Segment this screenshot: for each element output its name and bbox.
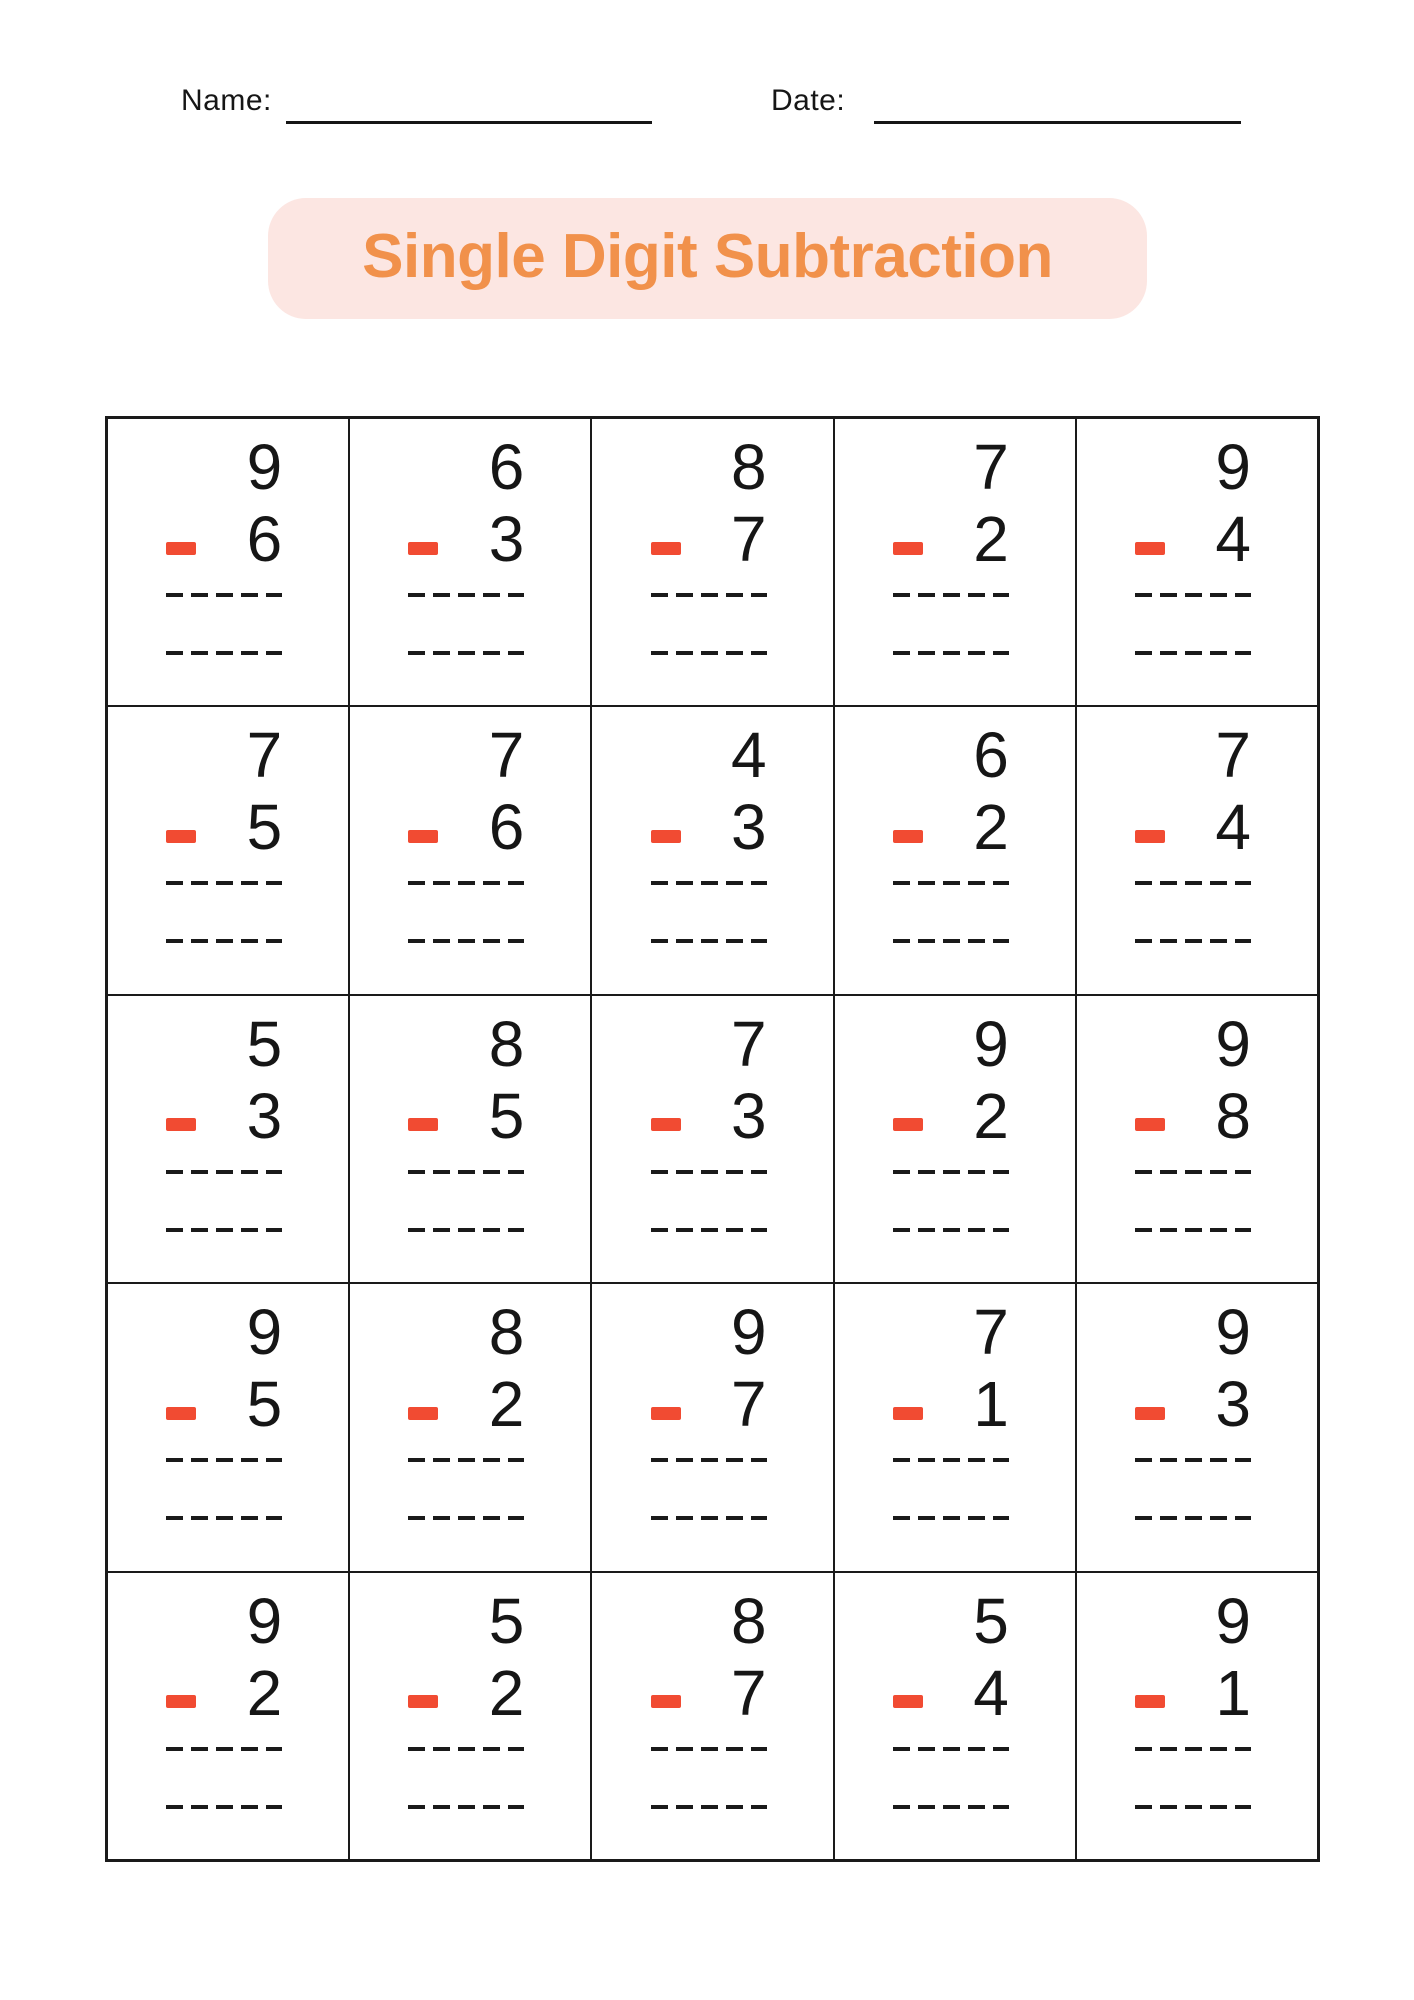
problem-cell (350, 419, 590, 705)
subtraction-problem (408, 1008, 524, 1232)
answer-line-1[interactable] (166, 1747, 282, 1751)
problem-cell (108, 419, 348, 705)
minuend: 9 (246, 1584, 283, 1657)
subtrahend: 7 (731, 1368, 767, 1441)
subtrahend: 2 (973, 791, 1009, 864)
subtraction-problem (166, 1585, 282, 1809)
subtrahend-row (408, 1368, 524, 1440)
answer-line-2[interactable] (893, 1228, 1009, 1232)
subtrahend-row (408, 791, 524, 863)
answer-line-2[interactable] (166, 939, 282, 943)
subtrahend-row (408, 503, 524, 575)
problem-cell (1077, 1284, 1317, 1570)
subtraction-problem (1135, 1008, 1251, 1232)
subtraction-problem (651, 1296, 767, 1520)
subtrahend-row (893, 1657, 1009, 1729)
subtrahend-row (1135, 1368, 1251, 1440)
minus-icon (651, 1407, 681, 1420)
subtrahend: 2 (973, 1079, 1009, 1152)
problem-cell (592, 1284, 832, 1570)
subtrahend: 4 (1215, 791, 1251, 864)
answer-line-2[interactable] (408, 1516, 524, 1520)
subtrahend-row (166, 1657, 282, 1729)
problem-cell (592, 996, 832, 1282)
problem-cell (1077, 996, 1317, 1282)
minuend: 9 (731, 1296, 767, 1369)
answer-line-2[interactable] (1135, 1228, 1251, 1232)
minuend: 7 (731, 1007, 767, 1080)
answer-line-1[interactable] (1135, 1170, 1251, 1174)
subtrahend: 2 (973, 503, 1009, 575)
subtraction-problem (893, 1008, 1009, 1232)
subtrahend-row (651, 1080, 767, 1152)
minus-icon (651, 1695, 681, 1708)
subtraction-problem (166, 1296, 282, 1520)
subtrahend: 3 (246, 1079, 283, 1152)
minus-icon (166, 542, 196, 555)
minus-icon (166, 830, 196, 843)
answer-line-2[interactable] (893, 1516, 1009, 1520)
problem-cell (350, 1573, 590, 1859)
answer-line-2[interactable] (1135, 1805, 1251, 1809)
subtrahend: 1 (1215, 1656, 1251, 1729)
subtrahend-row (408, 1657, 524, 1729)
answer-line-2[interactable] (1135, 939, 1251, 943)
subtrahend-row (1135, 1080, 1251, 1152)
subtraction-problem (651, 431, 767, 655)
problem-cell (1077, 707, 1317, 993)
subtraction-problem (651, 1585, 767, 1809)
minus-icon (893, 1118, 923, 1131)
answer-line-1[interactable] (893, 1170, 1009, 1174)
problem-cell (835, 707, 1075, 993)
subtrahend-row (651, 1657, 767, 1729)
subtraction-problem (1135, 719, 1251, 943)
subtrahend: 3 (1215, 1368, 1251, 1441)
minuend: 6 (973, 719, 1009, 792)
minuend: 7 (973, 431, 1009, 503)
problem-cell (350, 996, 590, 1282)
answer-line-2[interactable] (1135, 1516, 1251, 1520)
answer-line-1[interactable] (893, 881, 1009, 885)
minuend: 9 (1215, 1296, 1251, 1369)
subtraction-problem (1135, 1585, 1251, 1809)
answer-line-2[interactable] (651, 1516, 767, 1520)
problem-cell (835, 996, 1075, 1282)
subtrahend: 5 (246, 791, 283, 864)
answer-line-2[interactable] (166, 651, 282, 655)
subtraction-problem (408, 1585, 524, 1809)
minuend: 8 (731, 1584, 767, 1657)
answer-line-2[interactable] (651, 939, 767, 943)
subtraction-problem (1135, 431, 1251, 655)
subtraction-problem (408, 431, 524, 655)
answer-line-1[interactable] (1135, 881, 1251, 885)
subtrahend-row (166, 1080, 282, 1152)
answer-line-1[interactable] (166, 1458, 282, 1462)
answer-line-1[interactable] (651, 1170, 767, 1174)
subtrahend-row (893, 791, 1009, 863)
answer-line-1[interactable] (651, 1458, 767, 1462)
problem-cell (835, 419, 1075, 705)
answer-line-1[interactable] (1135, 593, 1251, 597)
minuend: 7 (246, 719, 283, 792)
minuend: 9 (1215, 1007, 1251, 1080)
answer-line-1[interactable] (651, 593, 767, 597)
answer-line-1[interactable] (166, 593, 282, 597)
date-input-line[interactable] (874, 121, 1241, 124)
answer-line-1[interactable] (408, 593, 524, 597)
subtraction-problem (651, 1008, 767, 1232)
subtrahend: 3 (731, 791, 767, 864)
name-input-line[interactable] (286, 121, 652, 124)
answer-line-2[interactable] (408, 939, 524, 943)
subtrahend: 3 (731, 1079, 767, 1152)
answer-line-1[interactable] (893, 1458, 1009, 1462)
problem-cell (108, 1573, 348, 1859)
subtrahend: 5 (246, 1368, 283, 1441)
answer-line-1[interactable] (1135, 1458, 1251, 1462)
answer-line-2[interactable] (893, 939, 1009, 943)
problem-cell (835, 1573, 1075, 1859)
minus-icon (166, 1695, 196, 1708)
answer-line-2[interactable] (893, 651, 1009, 655)
title-banner (268, 198, 1147, 319)
subtrahend: 6 (488, 791, 525, 864)
subtraction-problem (893, 1296, 1009, 1520)
minus-icon (408, 1695, 438, 1708)
problems-grid (105, 416, 1320, 1862)
problem-cell (592, 707, 832, 993)
minus-icon (408, 1118, 438, 1131)
subtrahend: 8 (1215, 1079, 1251, 1152)
subtrahend: 7 (731, 503, 767, 575)
subtrahend: 4 (1215, 503, 1251, 575)
minuend: 5 (246, 1007, 283, 1080)
answer-line-2[interactable] (166, 1516, 282, 1520)
answer-line-2[interactable] (408, 651, 524, 655)
subtrahend-row (408, 1080, 524, 1152)
problem-cell (108, 996, 348, 1282)
answer-line-2[interactable] (166, 1228, 282, 1232)
minus-icon (893, 542, 923, 555)
minus-icon (893, 1407, 923, 1420)
minus-icon (893, 830, 923, 843)
minuend: 7 (1215, 719, 1251, 792)
subtraction-problem (893, 1585, 1009, 1809)
problem-cell (592, 1573, 832, 1859)
answer-line-2[interactable] (166, 1805, 282, 1809)
answer-line-1[interactable] (1135, 1747, 1251, 1751)
minus-icon (651, 1118, 681, 1131)
minus-icon (1135, 830, 1165, 843)
page-title: Single Digit Subtraction (362, 222, 1053, 291)
subtrahend-row (651, 791, 767, 863)
answer-line-1[interactable] (893, 593, 1009, 597)
problem-cell (1077, 419, 1317, 705)
minus-icon (651, 542, 681, 555)
subtrahend: 3 (488, 503, 525, 575)
answer-line-1[interactable] (408, 1747, 524, 1751)
answer-line-1[interactable] (408, 1458, 524, 1462)
minuend: 8 (488, 1007, 525, 1080)
minuend: 7 (973, 1296, 1009, 1369)
subtrahend-row (1135, 1657, 1251, 1729)
date-label: Date: (771, 84, 846, 117)
minus-icon (408, 830, 438, 843)
problem-cell (835, 1284, 1075, 1570)
subtrahend-row (166, 1368, 282, 1440)
minus-icon (408, 542, 438, 555)
minuend: 9 (1215, 431, 1251, 503)
subtraction-problem (166, 1008, 282, 1232)
subtraction-problem (893, 719, 1009, 943)
subtraction-problem (651, 719, 767, 943)
answer-line-1[interactable] (166, 881, 282, 885)
subtrahend: 5 (488, 1079, 525, 1152)
subtraction-problem (408, 719, 524, 943)
answer-line-2[interactable] (651, 1228, 767, 1232)
subtrahend-row (1135, 791, 1251, 863)
problem-cell (108, 1284, 348, 1570)
answer-line-1[interactable] (651, 1747, 767, 1751)
minuend: 9 (973, 1007, 1009, 1080)
answer-line-1[interactable] (893, 1747, 1009, 1751)
subtraction-problem (1135, 1296, 1251, 1520)
minus-icon (893, 1695, 923, 1708)
answer-line-1[interactable] (408, 1170, 524, 1174)
answer-line-2[interactable] (651, 651, 767, 655)
minus-icon (166, 1407, 196, 1420)
subtrahend-row (651, 503, 767, 575)
minus-icon (166, 1118, 196, 1131)
answer-line-2[interactable] (408, 1228, 524, 1232)
minuend: 5 (488, 1584, 525, 1657)
minuend: 4 (731, 719, 767, 792)
minus-icon (408, 1407, 438, 1420)
subtraction-problem (408, 1296, 524, 1520)
minus-icon (1135, 1695, 1165, 1708)
minuend: 8 (731, 431, 767, 503)
problem-cell (350, 1284, 590, 1570)
subtrahend-row (166, 503, 282, 575)
subtrahend-row (893, 1080, 1009, 1152)
subtrahend-row (893, 1368, 1009, 1440)
minuend: 9 (246, 1296, 283, 1369)
minuend: 8 (488, 1296, 525, 1369)
subtrahend: 2 (246, 1656, 283, 1729)
subtrahend: 2 (488, 1368, 525, 1441)
name-label: Name: (181, 84, 272, 117)
answer-line-1[interactable] (408, 881, 524, 885)
minus-icon (1135, 1118, 1165, 1131)
answer-line-2[interactable] (408, 1805, 524, 1809)
minuend: 7 (488, 719, 525, 792)
minuend: 6 (488, 431, 525, 503)
answer-line-1[interactable] (651, 881, 767, 885)
minus-icon (651, 830, 681, 843)
subtrahend: 2 (488, 1656, 525, 1729)
subtrahend: 6 (246, 503, 283, 575)
answer-line-2[interactable] (893, 1805, 1009, 1809)
minuend: 5 (973, 1584, 1009, 1657)
problem-cell (592, 419, 832, 705)
minuend: 9 (1215, 1584, 1251, 1657)
problem-cell (350, 707, 590, 993)
subtrahend-row (1135, 503, 1251, 575)
subtrahend: 7 (731, 1656, 767, 1729)
subtrahend-row (651, 1368, 767, 1440)
subtrahend: 1 (973, 1368, 1009, 1441)
subtraction-problem (893, 431, 1009, 655)
subtraction-problem (166, 719, 282, 943)
problem-cell (108, 707, 348, 993)
minus-icon (1135, 542, 1165, 555)
subtrahend-row (166, 791, 282, 863)
subtrahend-row (893, 503, 1009, 575)
minus-icon (1135, 1407, 1165, 1420)
answer-line-1[interactable] (166, 1170, 282, 1174)
subtrahend: 4 (973, 1656, 1009, 1729)
answer-line-2[interactable] (1135, 651, 1251, 655)
problem-cell (1077, 1573, 1317, 1859)
subtraction-problem (166, 431, 282, 655)
answer-line-2[interactable] (651, 1805, 767, 1809)
minuend: 9 (246, 431, 283, 503)
